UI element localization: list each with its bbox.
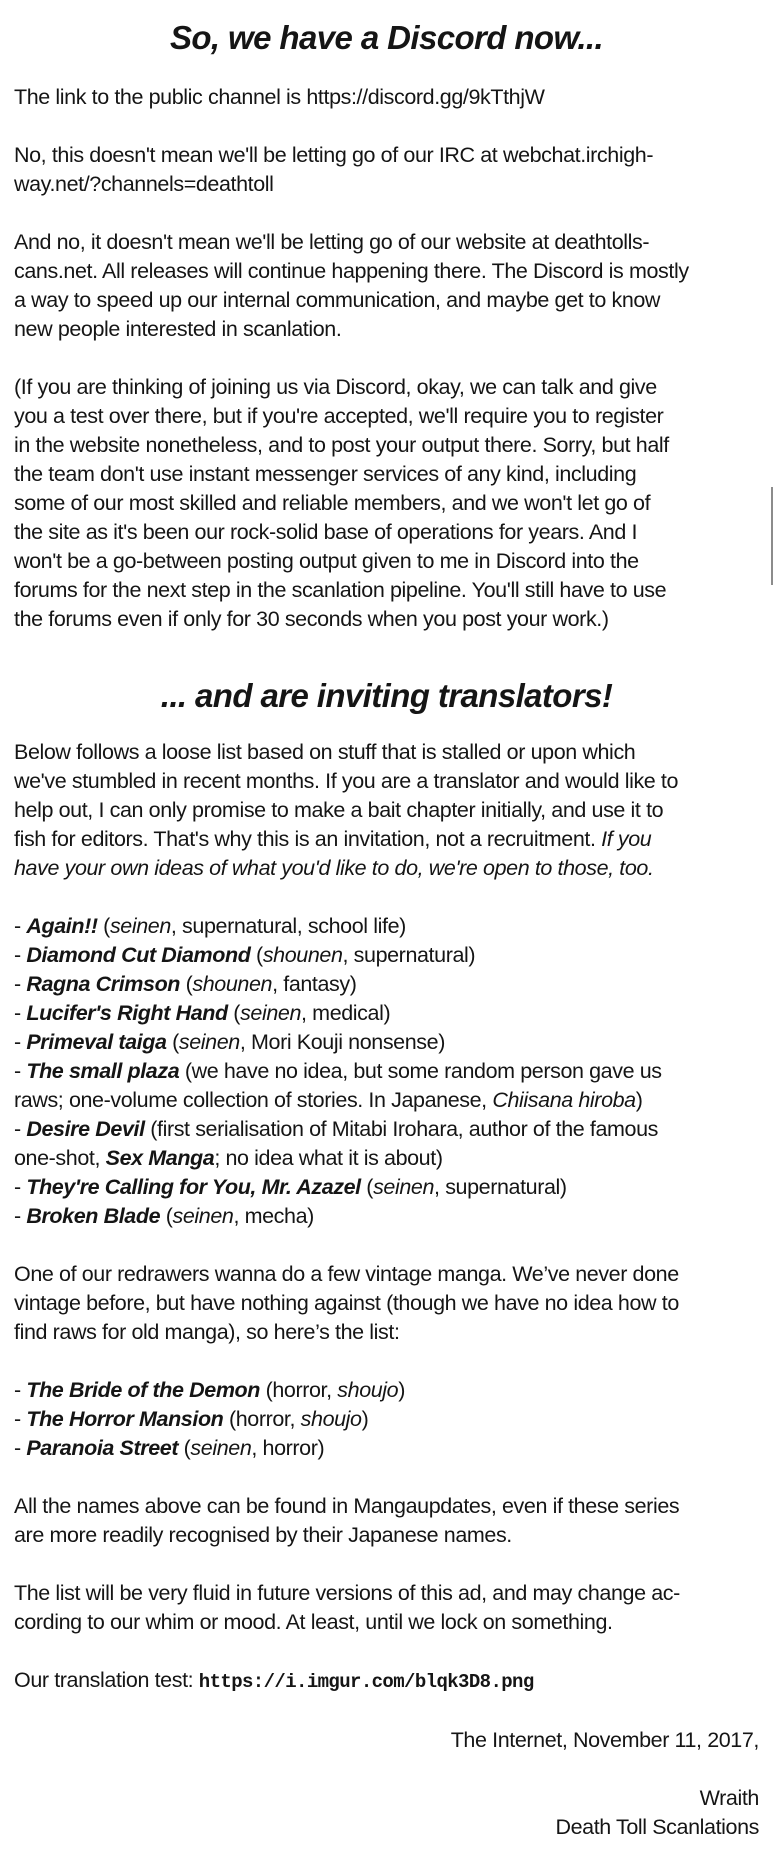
text-line: the forums even if only for 30 seconds when you post your work.): [14, 607, 609, 631]
paragraph-discord-policy: [14, 373, 759, 634]
page-title: So, we have a Discord now...: [169, 19, 604, 56]
text-line: The list will be very fluid in future versions of this ad, and may change ac-: [14, 1581, 680, 1605]
signature-group: Death Toll Scanlations: [555, 1815, 759, 1839]
translation-test-url: https://i.imgur.com/blqk3D8.png: [198, 1671, 534, 1693]
series-list: [14, 912, 759, 1231]
text-line: the site as it's been our rock-solid base of operations for years. And I: [14, 520, 638, 544]
paragraph-discord-link: [14, 83, 759, 112]
text-line: find raws for old manga), so here’s the list:: [14, 1320, 400, 1344]
text-line: - They're Calling for You, Mr. Azazel (seinen, supernatural): [14, 1175, 567, 1199]
text-line: And no, it doesn't mean we'll be letting go of our website at deathtolls-: [14, 230, 650, 254]
text-line: - The small plaza (we have no idea, but some random person gave us: [14, 1059, 662, 1083]
text-line: a way to speed up our internal communication, and maybe get to know: [14, 288, 661, 312]
translators-heading: ... and are inviting translators!: [160, 677, 613, 714]
text-line: - The Bride of the Demon (horror, shoujo): [14, 1378, 406, 1402]
text-line: - Again!! (seinen, supernatural, school life): [14, 914, 406, 938]
paragraph-mangaupdates: [14, 1492, 759, 1550]
text-line: [14, 170, 759, 199]
section-discord: [14, 83, 759, 634]
text-line: new people interested in scanlation.: [14, 317, 342, 341]
text-line: cans.net. All releases will continue happening there. The Discord is mostly: [14, 259, 689, 283]
text-line: some of our most skilled and reliable members, and we won't let go of: [14, 491, 651, 515]
text-line: All the names above can be found in Mangaupdates, even if these series: [14, 1494, 680, 1518]
text-line: fish for editors. That's why this is an invitation, not a recruitment. If you: [14, 827, 652, 851]
irc-url: way.net/?channels=deathtoll: [14, 172, 274, 196]
text-line: won't be a go-between posting output given to me in Discord into the: [14, 549, 639, 573]
paragraph-fluid-list: [14, 1579, 759, 1637]
text-line: Below follows a loose list based on stuff that is stalled or upon which: [14, 740, 636, 764]
text-line: forums for the next step in the scanlation pipeline. You'll still have to use: [14, 578, 667, 602]
paragraph-vintage: [14, 1260, 759, 1347]
signature-block: [14, 1726, 759, 1842]
text-line: (If you are thinking of joining us via Discord, okay, we can talk and give: [14, 375, 657, 399]
text-line: - Diamond Cut Diamond (shounen, supernatural): [14, 943, 476, 967]
text-line: - The Horror Mansion (horror, shoujo): [14, 1407, 369, 1431]
paragraph-website: [14, 228, 759, 344]
text-line: The link to the public channel is https://discord.gg/9kTthjW: [14, 85, 545, 109]
text-line: - Desire Devil (first serialisation of Mitabi Irohara, author of the famous: [14, 1117, 658, 1141]
text-line: - Paranoia Street (seinen, horror): [14, 1436, 325, 1460]
text-line: - Ragna Crimson (shounen, fantasy): [14, 972, 357, 996]
text-line: - Lucifer's Right Hand (seinen, medical): [14, 1001, 391, 1025]
paragraph-irc: [14, 141, 759, 199]
vintage-list: [14, 1376, 759, 1463]
text-line: cording to our whim or mood. At least, until we lock on something.: [14, 1610, 613, 1634]
text-line: you a test over there, but if you're accepted, we'll require you to register: [14, 404, 664, 428]
paragraph-translator-invite: [14, 738, 759, 883]
text-line: Our translation test: https://i.imgur.com/blqk3D8.png: [14, 1668, 534, 1693]
text-line: - Broken Blade (seinen, mecha): [14, 1204, 314, 1228]
signature-name: Wraith: [699, 1786, 759, 1810]
text-line: we've stumbled in recent months. If you are a translator and would like to: [14, 769, 679, 793]
text-line: No, this doesn't mean we'll be letting go of our IRC at webchat.irchigh-: [14, 143, 654, 167]
discord-invite-url: https://discord.gg/9kTthjW: [306, 85, 545, 109]
text-line: One of our redrawers wanna do a few vintage manga. We’ve never done: [14, 1262, 679, 1286]
text-line: are more readily recognised by their Japanese names.: [14, 1523, 512, 1547]
paragraph-translation-test: [14, 1666, 759, 1697]
text-line: vintage before, but have nothing against (though we have no idea how to: [14, 1291, 679, 1315]
text-line: one-shot, Sex Manga; no idea what it is about): [14, 1146, 443, 1170]
scrollbar-thumb[interactable]: [771, 487, 773, 585]
section-translators: [14, 738, 759, 1697]
text-line: have your own ideas of what you'd like to do, we're open to those, too.: [14, 856, 654, 880]
text-line: - Primeval taiga (seinen, Mori Kouji nonsense): [14, 1030, 445, 1054]
text-line: in the website nonetheless, and to post your output there. Sorry, but half: [14, 433, 669, 457]
text-line: help out, I can only promise to make a bait chapter initially, and use it to: [14, 798, 664, 822]
text-line: the team don't use instant messenger services of any kind, including: [14, 462, 637, 486]
text-line: raws; one-volume collection of stories. In Japanese, Chiisana hiroba): [14, 1088, 643, 1112]
signature-date: The Internet, November 11, 2017,: [450, 1728, 759, 1752]
